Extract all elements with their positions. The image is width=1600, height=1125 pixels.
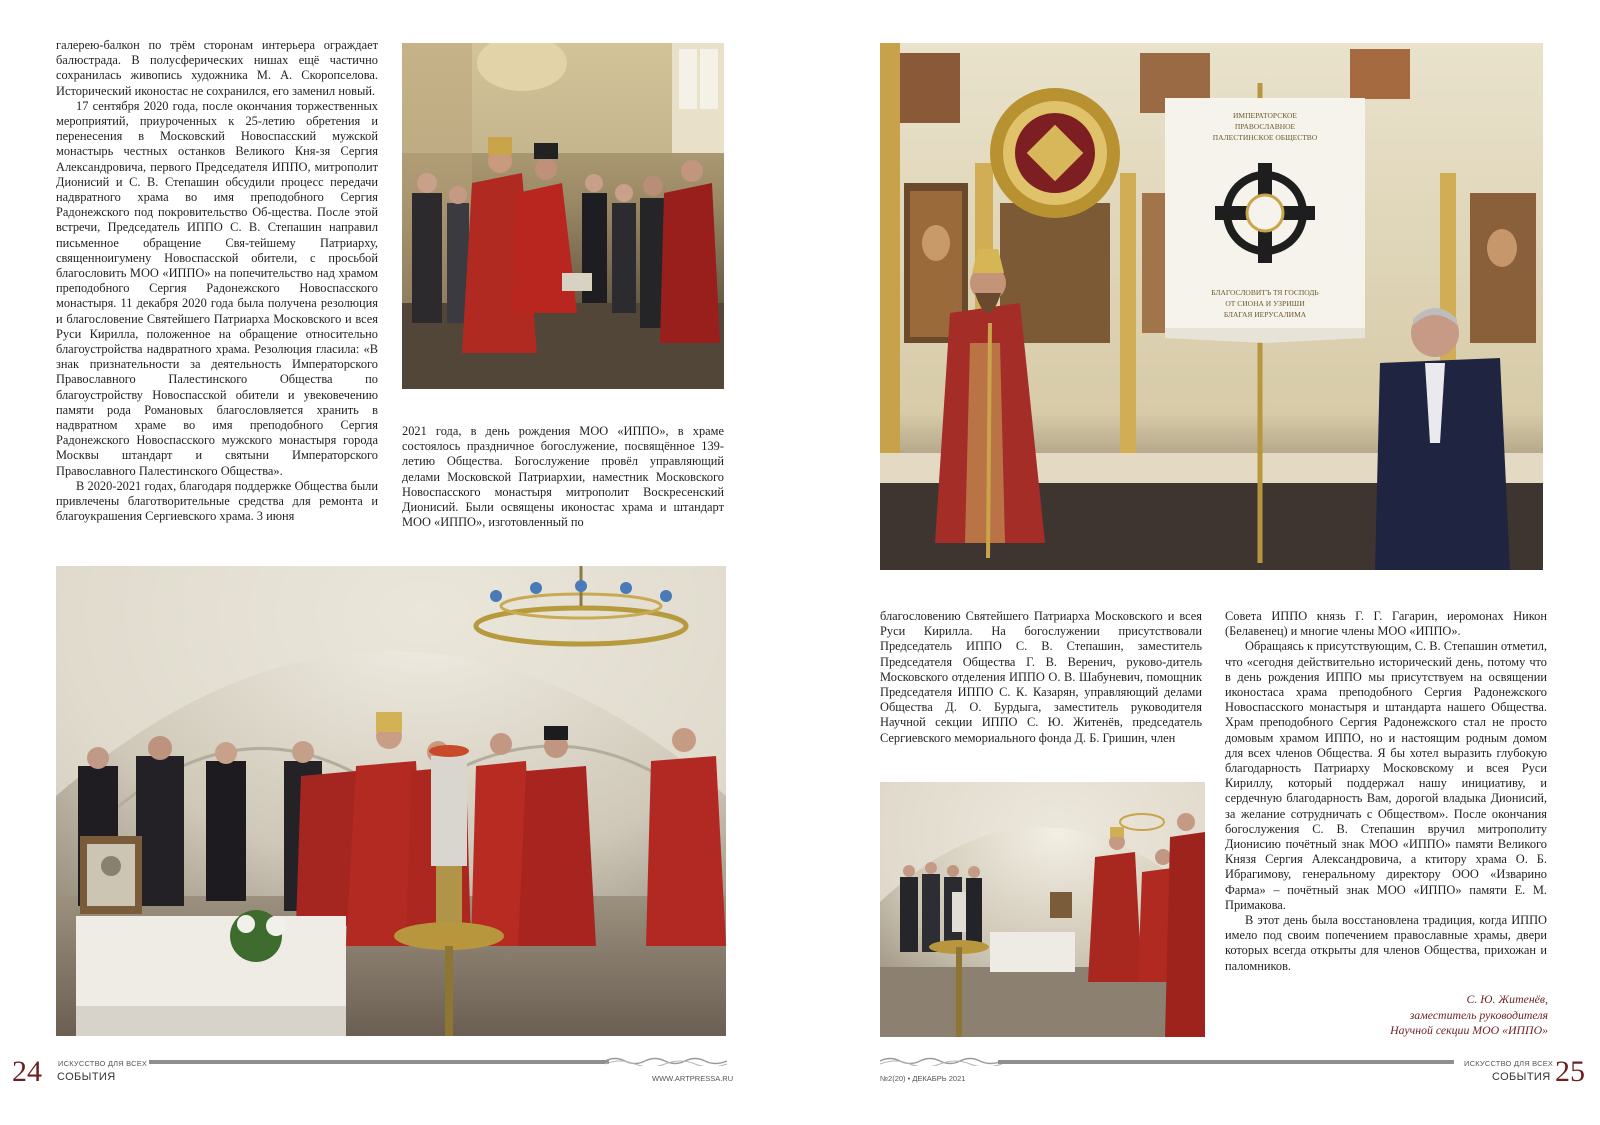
- magazine-kicker-right: ИСКУССТВО ДЛЯ ВСЕХ: [1464, 1059, 1554, 1068]
- photo-iconostasis-banner: [880, 43, 1543, 570]
- banner-bottom-3: БЛАГАЯ ИЕРУСАЛИМА: [1223, 310, 1307, 319]
- right-column-left: [880, 609, 1202, 746]
- author-title-1: заместитель руководителя: [1409, 1007, 1548, 1022]
- banner-bottom-2: ОТ СИОНА И УЗРИШИ: [1225, 299, 1305, 308]
- banner-line-3: ПАЛЕСТИНСКОЕ ОБЩЕСТВО: [1212, 133, 1318, 142]
- left-column-right: [402, 424, 724, 530]
- banner-line-1: ИМПЕРАТОРСКОЕ: [1232, 111, 1298, 120]
- banner-bottom-1: БЛАГОСЛОВИТЪ ТЯ ГОСПОДЬ: [1211, 288, 1319, 297]
- issue-info: №2(20) • ДЕКАБРЬ 2021: [880, 1074, 966, 1083]
- footer-rule-left: [149, 1060, 609, 1064]
- author-name: С. Ю. Житенёв,: [1466, 992, 1548, 1006]
- paragraph: Обращаясь к присутствующим, С. В. Степашин отметил, что «сегодня действительно исторический день, потому что в день рождения ИППО мы присутствуем на освящении иконостаса храма преподобного Сергия Радонежского Новоспасского монастыря и штандарта нашего Общества. Храм преподобного Сергия Радонежского стал не просто домовым храмом ИППО, но и настоящим родным домом для всех членов Общества. Я бы хотел выразить глубокую благодарность Патриарху Московскому и всея Руси Кириллу, который поддержал нашу инициативу, и сердечную благодарность Вам, дорогой владыка Дионисий, за желание сотрудничать с Обществом». После окончания богослужения С. В. Степашин вручил митрополиту Дионисию почётный знак МОО «ИППО» памяти Великого Князя Сергия Александровича, а ктитору храма О. Б. Ибрагимову, генеральному директору ООО «Изварино Фарма» – почётный знак МОО «ИППО» памяти Е. М. Примакова.: [1225, 639, 1547, 912]
- ornament-right: [880, 1056, 1002, 1066]
- photo-procession: [402, 43, 724, 389]
- photo-crypt-small: [880, 782, 1205, 1037]
- paragraph: 17 сентября 2020 года, после окончания торжественных мероприятий, приуроченных к 25-летию обретения и перенесения в Московский Новоспасский мужской монастырь честных останков Великого Кня-зя Сергия Александровича, первого Председателя ИППО, митрополит Дионисий и С. В. Степашин обсудили процесс передачи надвратного храма во имя преподобного Сергия Радонежского под покровительство Об-щества. После этой встречи, Председатель ИППО С. В. Степашин направил письменное обращение Свя-тейшему Патриарху, священноигумену Новоспасской обители, с просьбой благословить МОО «ИППО» на попечительство над храмом преподобного Сергия Радонежского Новоспасского монастыря. 11 декабря 2020 года была получена резолюция и благословение Святейшего Патриарха Московского и всея Руси Кирилла, положенное на обращение относительно благоустройства надвратного храма. Резолюция гласила: «В знак признательности за деятельность Императорского Православного Палестинского Общества по благоустройству Новоспасской обители и увековечению памяти рода Романовых благословляется хранить в надвратном храме во имя преподобного Сергия Радонежского Новоспасского мужского монастыря города Москвы штандарт и святыни Императорского Православного Палестинского Общества».: [56, 98, 378, 478]
- paragraph: В этот день была восстановлена традиция, когда ИППО имело под своим попечением православные храмы, двери которых всегда открыты для членов Общества, прихожан и паломников.: [1225, 913, 1547, 973]
- banner-line-2: ПРАВОСЛАВНОЕ: [1234, 122, 1296, 131]
- page-number-right: 25: [1555, 1055, 1585, 1088]
- section-label-right: СОБЫТИЯ: [1492, 1071, 1551, 1083]
- paragraph: благословению Святейшего Патриарха Московского и всея Руси Кирилла. На богослужении присутствовали Председатель ИППО С. В. Степашин, заместитель Председателя Общества Г. В. Веренич, руково-дитель Московского отделения ИППО О. В. Шабуневич, помощник Председателя ИППО С. К. Казарян, управляющий делами Общества Д. О. Бурдыга, заместитель руководителя Научной секции ИППО С. Ю. Житенёв, председатель Сергиевского мемориального фонда Д. Б. Гришин, член: [880, 609, 1202, 745]
- photo-crypt-service: [56, 566, 726, 1036]
- website: WWW.ARTPRESSA.RU: [652, 1074, 734, 1083]
- magazine-kicker-left: ИСКУССТВО ДЛЯ ВСЕХ: [58, 1059, 148, 1068]
- paragraph: галерею-балкон по трём сторонам интерьера ограждает балюстрада. В полусферических нишах ещё частично сохранилась живопись художника М. А. Скоропселова. Исторический иконостас не сохранился, его заменил новый.: [56, 38, 378, 98]
- ornament-left: [605, 1056, 727, 1066]
- paragraph: В 2020-2021 годах, благодаря поддержке Общества были привлечены благотворительные средства для ремонта и благоукрашения Сергиевского храма. 3 июня: [56, 478, 378, 524]
- paragraph: 2021 года, в день рождения МОО «ИППО», в храме состоялось праздничное богослужение, посвящённое 139-летию Общества. Богослужение провёл управляющий делами Московской Патриархии, наместник Московского Новоспасского монастыря митрополит Воскресенский Дионисий. Были освящены иконостас храма и штандарт МОО «ИППО», изготовленный по: [402, 424, 724, 530]
- footer-rule-right: [998, 1060, 1454, 1064]
- right-column-right: [1225, 609, 1547, 974]
- author-signature: [1280, 992, 1548, 1039]
- page-number-left: 24: [12, 1055, 42, 1088]
- section-label-left: СОБЫТИЯ: [57, 1071, 116, 1083]
- left-column-top: [56, 38, 378, 525]
- paragraph: Совета ИППО князь Г. Г. Гагарин, иеромонах Никон (Белавенец) и многие члены МОО «ИППО».: [1225, 609, 1547, 639]
- author-title-2: Научной секции МОО «ИППО»: [1390, 1023, 1548, 1037]
